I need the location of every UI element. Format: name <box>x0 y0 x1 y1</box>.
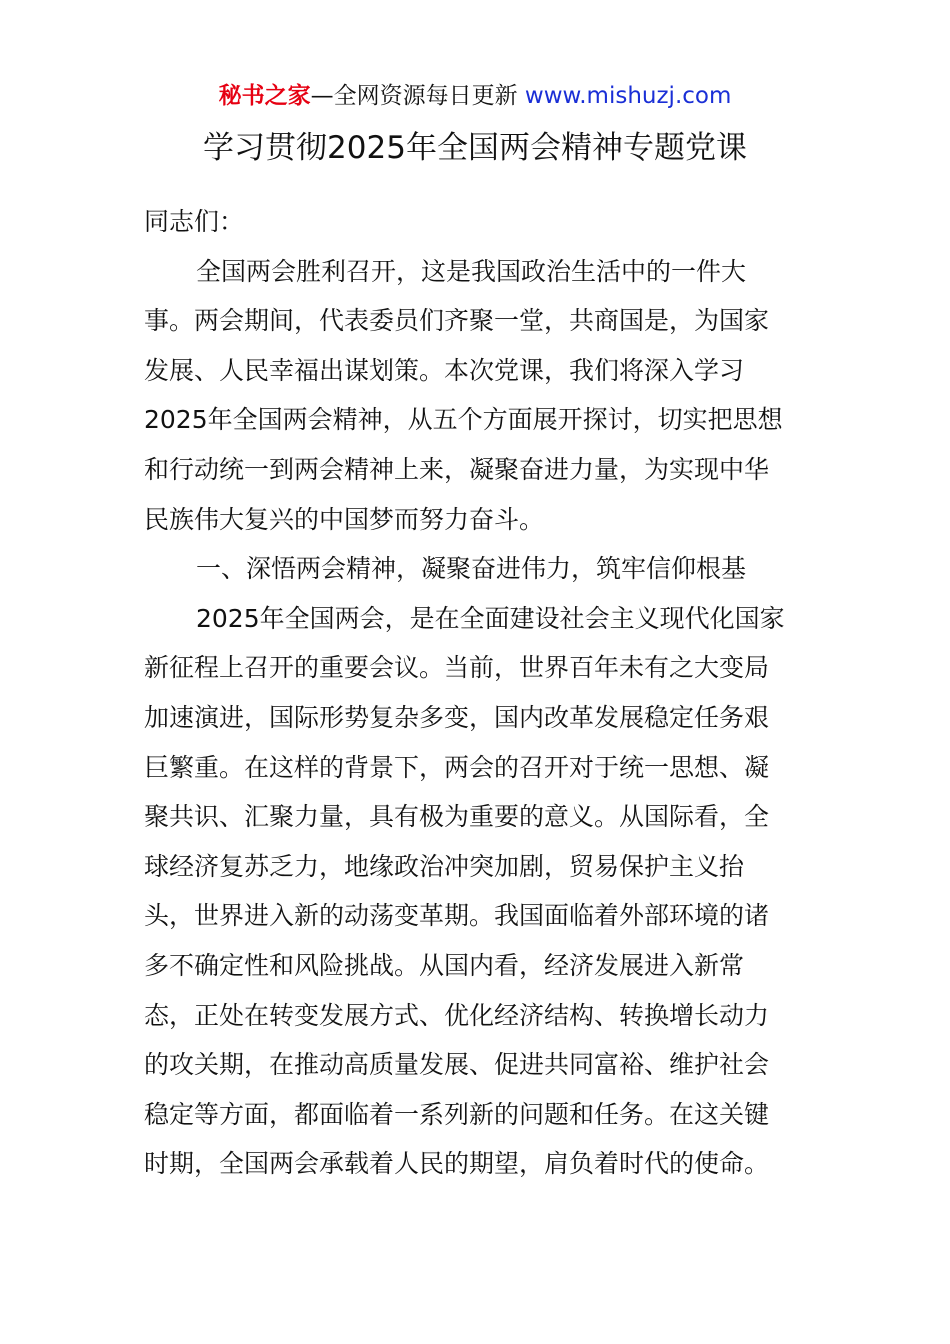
site-url-link[interactable]: www.mishuzj.com <box>524 83 732 109</box>
text-line: 多不确定性和风险挑战。从国内看，经济发展进入新常 <box>144 950 745 980</box>
text-line: 稳定等方面，都面临着一系列新的问题和任务。在这关键 <box>144 1099 770 1129</box>
text-line: 时期，全国两会承载着人民的期望，肩负着时代的使命。 <box>144 1149 770 1179</box>
document-title: 学习贯彻2025年全国两会精神专题党课 <box>203 130 747 166</box>
text-line: 和行动统一到两会精神上来，凝聚奋进力量，为实现中华 <box>144 454 770 484</box>
intro-paragraph <box>144 247 810 545</box>
text-line: 头，世界进入新的动荡变革期。我国面临着外部环境的诸 <box>144 901 770 931</box>
document-body <box>144 197 810 1189</box>
text-line: 事。两会期间，代表委员们齐聚一堂，共商国是，为国家 <box>144 306 770 336</box>
section-heading: 一、深悟两会精神，凝聚奋进伟力，筑牢信仰根基 <box>196 554 747 584</box>
site-slogan: —全网资源每日更新 <box>310 83 518 109</box>
text-line: 的攻关期，在推动高质量发展、促进共同富裕、维护社会 <box>144 1050 770 1080</box>
text-line: 2025年全国两会精神，从五个方面展开探讨，切实把思想 <box>144 405 783 435</box>
section-paragraph <box>144 594 810 1189</box>
text-line: 2025年全国两会，是在全面建设社会主义现代化国家 <box>196 603 785 633</box>
text-line: 聚共识、汇聚力量，具有极为重要的意义。从国际看，全 <box>144 802 770 832</box>
site-banner <box>0 80 950 112</box>
text-line: 加速演进，国际形势复杂多变，国内改革发展稳定任务艰 <box>144 702 770 732</box>
text-line: 巨繁重。在这样的背景下，两会的召开对于统一思想、凝 <box>144 752 770 782</box>
text-line: 新征程上召开的重要会议。当前，世界百年未有之大变局 <box>144 653 770 683</box>
text-line: 全国两会胜利召开，这是我国政治生活中的一件大 <box>196 256 747 286</box>
site-brand-name: 秘书之家 <box>218 83 311 109</box>
text-line: 发展、人民幸福出谋划策。本次党课，我们将深入学习 <box>144 355 745 385</box>
text-line: 民族伟大复兴的中国梦而努力奋斗。 <box>144 504 545 534</box>
text-line: 球经济复苏乏力，地缘政治冲突加剧，贸易保护主义抬 <box>144 851 745 881</box>
salutation: 同志们： <box>144 207 245 236</box>
text-line: 态，正处在转变发展方式、优化经济结构、转换增长动力 <box>144 1000 770 1030</box>
